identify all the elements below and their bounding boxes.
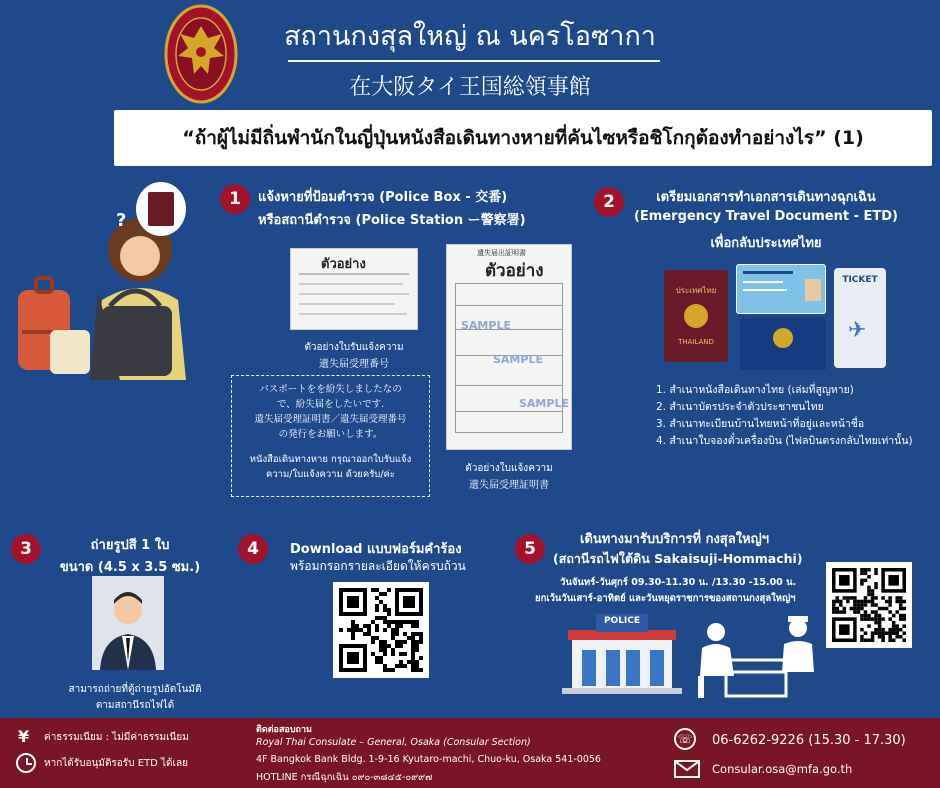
ticket-label: TICKET: [842, 275, 878, 285]
header-divider: [288, 60, 660, 62]
step1-line2: หรือสถานีตำรวจ (Police Station ー警察署): [258, 213, 526, 228]
step2-line1: เตรียมเอกสารทำเอกสารเดินทางฉุกเฉิน: [656, 190, 876, 205]
step3-number: 3: [11, 534, 41, 564]
consulate-seal: [164, 4, 238, 104]
contact-org: Royal Thai Consulate – General, Osaka (Consular Section): [256, 737, 531, 748]
sample-watermark-2: SAMPLE: [493, 353, 543, 366]
contact-title: ติดต่อสอบถาม: [256, 725, 312, 735]
consular-service-illustration: [690, 614, 820, 700]
step2-document-list: [656, 382, 926, 450]
phrase-jp-3: 遺失届受理証明書／遺失届受理番号: [254, 414, 407, 425]
question-mark-icon: ?: [116, 210, 127, 231]
phrase-jp-2: で、紛失届をしたいです.: [276, 399, 385, 410]
lost-passport-bubble: [136, 182, 186, 236]
doc2-caption-jp: 遺失届受理証明書: [469, 480, 549, 491]
doc2-sample-stamp: ตัวอย่าง: [485, 261, 544, 281]
passport-label-th: ประเทศไทย: [675, 286, 717, 295]
list-item: 2. สำเนาบัตรประจำตัวประชาชนไทย: [656, 401, 824, 413]
thai-passport-image: [664, 270, 728, 362]
step3-line1: ถ่ายรูปสี 1 ใบ: [90, 538, 170, 553]
clock-icon: [16, 753, 36, 773]
phrase-jp-1: パスポートをを紛失しましたなの: [259, 384, 402, 395]
house-registration-image: [740, 318, 826, 370]
step2-line3: เพื่อกลับประเทศไทย: [710, 236, 822, 251]
step1-number: 1: [220, 184, 250, 214]
police-receipt-sample: [290, 248, 418, 330]
step2-number: 2: [594, 187, 624, 217]
doc1-caption-th: ตัวอย่างใบรับแจ้งความ: [304, 342, 404, 353]
step5-number: 5: [515, 534, 545, 564]
step5-line2: (สถานีรถไฟใต้ดิน Sakaisuji-Hommachi): [553, 551, 803, 566]
garuda-icon: [773, 328, 793, 348]
step4-line2: พร้อมกรอกรายละเอียดให้ครบถ้วน: [290, 559, 466, 573]
phrase-th-2: ความ/ใบแจ้งความ ด้วยครับ/ค่ะ: [265, 469, 395, 480]
phone-number[interactable]: 06-6262-9226 (15.30 - 17.30): [712, 733, 906, 748]
yen-icon: ¥: [18, 727, 30, 746]
form-download-qr-code[interactable]: [333, 582, 429, 678]
sample-watermark-3: SAMPLE: [519, 397, 569, 410]
passport-label-en: THAILAND: [678, 338, 714, 346]
header-title-th: สถานกงสุลใหญ่ ณ นครโอซากา: [284, 21, 656, 52]
headline-text: “ถ้าผู้ไม่มีถิ่นพำนักในญี่ปุ่นหนังสือเดินทางหายที่คันไซหรือชิโกกุต้องทำอย่างไร” (1): [182, 127, 864, 149]
step3-note2: ตามสถานีรถไฟได้: [95, 700, 175, 711]
airline-ticket-image: [834, 268, 886, 368]
doc1-caption-jp: 遺失届受理番号: [319, 359, 389, 370]
doc2-title: 遺失届出証明書: [477, 249, 526, 257]
step4-number: 4: [238, 534, 268, 564]
phrase-jp-4: の発行をお願いします。: [278, 429, 383, 440]
phrase-box: [231, 375, 430, 497]
sample-watermark-1: SAMPLE: [461, 319, 511, 332]
email-icon: [674, 760, 700, 778]
email-address[interactable]: Consular.osa@mfa.go.th: [712, 762, 853, 776]
sample-stamp: ตัวอย่าง: [321, 257, 366, 272]
passport-emblem-icon: [684, 304, 708, 328]
airplane-icon: ✈: [848, 318, 867, 343]
id-photo-icon: [805, 279, 821, 301]
phone-icon: ☏: [674, 728, 696, 750]
list-item: 4. สำเนาใบจองตั๋วเครื่องบิน (ไฟลบินตรงกลับไทยเท่านั้น): [656, 435, 913, 447]
waiting-text: หากได้รับอนุมัติรอรับ ETD ได้เลย: [44, 758, 188, 769]
headline-banner: [114, 110, 932, 166]
header-title-jp: 在大阪タイ王国総領事館: [349, 75, 591, 100]
step3-note1: สามารถถ่ายที่ตู้ถ่ายรูปอัตโนมัติ: [68, 684, 202, 695]
list-item: 3. สำเนาทะเบียนบ้านไทยหน้าที่อยู่และหน้าชื่อ: [656, 418, 865, 430]
contact-hotline: HOTLINE กรณีฉุกเฉิน ๐๙๐-๓๘๔๕-๐๙๙๗: [256, 772, 433, 783]
step5-except: ยกเว้นวันเสาร์-อาทิตย์ และวันหยุดราชการของสถานกงสุลใหญ่ฯ: [535, 593, 796, 604]
police-sign-label: POLICE: [603, 616, 641, 626]
step1-line1: แจ้งหายที่ป้อมตำรวจ (Police Box - 交番): [258, 190, 508, 205]
police-station-illustration: [562, 610, 682, 694]
step3-line2: ขนาด (4.5 x 3.5 ซม.): [59, 560, 201, 575]
fee-text: ค่าธรรมเนียม : ไม่มีค่าธรรมเนียม: [44, 732, 189, 743]
phrase-th-1: หนังสือเดินทางหาย กรุณาออกใบรับแจ้ง: [249, 454, 412, 465]
passport-icon: [148, 192, 174, 226]
step5-line1: เดินทางมารับบริการที่ กงสุลใหญ่ฯ: [580, 532, 769, 547]
step4-line1: Download แบบฟอร์มคำร้อง: [290, 542, 462, 557]
contact-address: 4F Bangkok Bank Bldg. 1-9-16 Kyutaro-machi, Chuo-ku, Osaka 541-0056: [256, 754, 601, 765]
map-qr-code[interactable]: [826, 562, 912, 648]
doc2-caption-th: ตัวอย่างใบแจ้งความ: [465, 463, 553, 474]
police-certificate-sample: [446, 244, 572, 450]
id-photo-sample: [92, 576, 164, 670]
footer: [0, 718, 940, 788]
step5-hours: วันจันทร์-วันศุกร์ 09.30-11.30 น. /13.30 -15.00 น.: [560, 577, 797, 588]
list-item: 1. สำเนาหนังสือเดินทางไทย (เล่มที่สูญหาย): [656, 384, 854, 396]
step2-line2: (Emergency Travel Document - ETD): [633, 209, 899, 224]
thai-id-card-image: [736, 264, 826, 314]
